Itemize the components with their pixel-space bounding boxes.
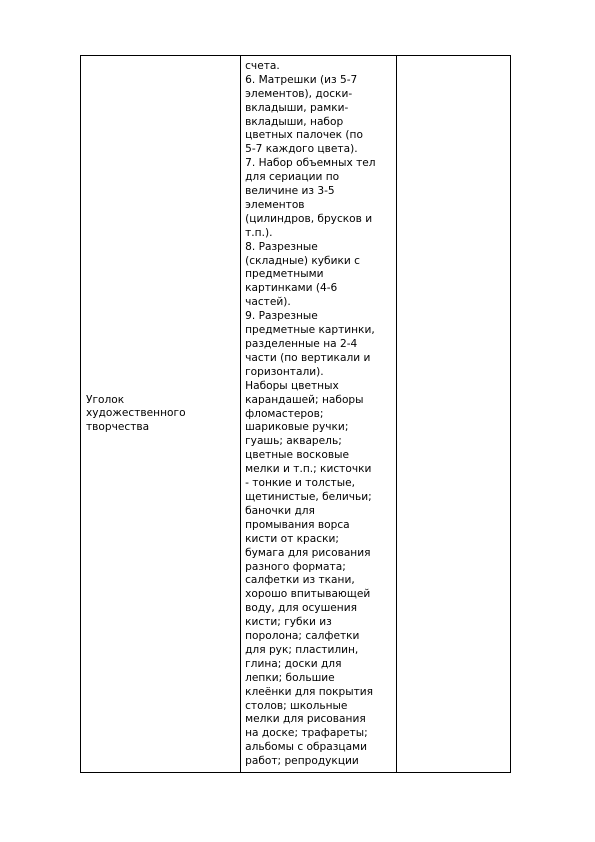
content-line: хорошо впитывающей <box>245 588 371 601</box>
content-line: (цилиндров, брусков и <box>245 212 373 225</box>
content-line: кисти; губки из <box>245 616 332 629</box>
content-line: элементов <box>245 198 305 211</box>
content-line: разного формата; <box>245 560 346 573</box>
content-line: лепки; большие <box>245 671 335 684</box>
content-line: цветных палочек (по <box>245 129 363 142</box>
content-line: картинками (4-6 <box>245 282 338 295</box>
content-line: 8. Разрезные <box>245 240 318 253</box>
content-line: баночки для <box>245 504 315 517</box>
content-line: частей). <box>245 296 291 309</box>
content-cell <box>241 56 397 773</box>
content-line: воду, для осушения <box>245 602 357 615</box>
content-line: на доске; трафареты; <box>245 727 368 740</box>
content-line: гуашь; акварель; <box>245 435 342 448</box>
content-line: глина; доски для <box>245 657 342 670</box>
content-line: горизонтали). <box>245 365 324 378</box>
content-line: счета. <box>245 59 280 72</box>
content-line: величине из 3-5 <box>245 185 335 198</box>
content-line: мелки для рисования <box>245 713 366 726</box>
content-line: клеёнки для покрытия <box>245 685 374 698</box>
content-line: кисти от краски; <box>245 532 339 545</box>
content-line: промывания ворса <box>245 518 350 531</box>
content-line: бумага для рисования <box>245 546 371 559</box>
content-line: салфетки из ткани, <box>245 574 355 587</box>
content-line: щетинистые, беличьи; <box>245 490 372 503</box>
content-line: т.п.). <box>245 226 273 239</box>
content-line: (складные) кубики с <box>245 254 360 267</box>
content-line: вкладыши, рамки- <box>245 101 349 114</box>
content-line: - тонкие и толстые, <box>245 477 355 490</box>
content-line: поролона; салфетки <box>245 630 360 643</box>
content-line: столов; школьные <box>245 699 348 712</box>
equipment-table <box>80 55 511 773</box>
content-line: части (по вертикали и <box>245 351 371 364</box>
content-line: вкладыши, набор <box>245 115 344 128</box>
table-row <box>81 56 511 773</box>
content-line: 9. Разрезные <box>245 310 318 323</box>
content-line: элементов), доски- <box>245 87 353 100</box>
content-line: фломастеров; <box>245 407 324 420</box>
content-line: мелки и т.п.; кисточки <box>245 463 372 476</box>
content-line: работ; репродукции <box>245 755 359 768</box>
content-line: 6. Матрешки (из 5-7 <box>245 73 358 86</box>
content-line: для рук; пластилин, <box>245 643 359 656</box>
content-line: карандашей; наборы <box>245 393 364 406</box>
category-label: Уголок художественного творчества <box>86 393 186 433</box>
content-line: Наборы цветных <box>245 379 339 392</box>
content-line: 5-7 каждого цвета). <box>245 143 358 156</box>
category-cell <box>81 56 241 773</box>
content-line: для сериации по <box>245 171 340 184</box>
content-line: цветные восковые <box>245 449 349 462</box>
content-line: предметные картинки, <box>245 324 375 337</box>
content-text <box>245 60 396 769</box>
extra-cell <box>397 56 511 773</box>
content-line: шариковые ручки; <box>245 421 349 434</box>
content-line: предметными <box>245 268 324 281</box>
content-line: 7. Набор объемных тел <box>245 157 376 170</box>
content-line: разделенные на 2-4 <box>245 338 358 351</box>
content-line: альбомы с образцами <box>245 741 367 754</box>
